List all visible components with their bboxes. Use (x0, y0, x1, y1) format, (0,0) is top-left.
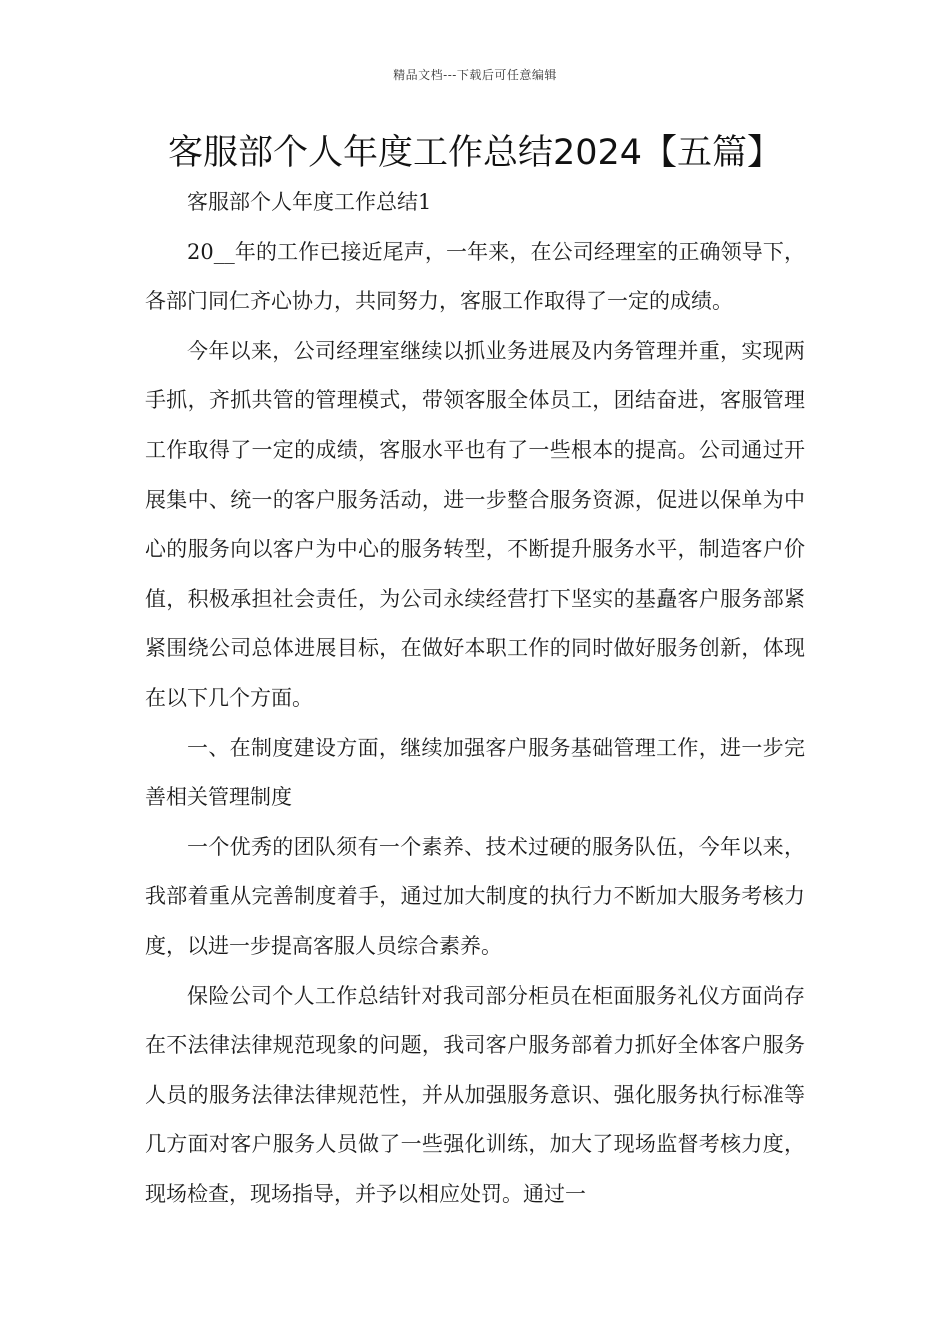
header-note: 精品文档---下载后可任意编辑 (393, 68, 557, 82)
document-body (145, 178, 805, 1219)
paragraph: 保险公司个人工作总结针对我司部分柜员在柜面服务礼仪方面尚存在不法律法律规范现象的问题，我司客户服务部着力抓好全体客户服务人员的服务法律法律规范性，并从加强服务意识、强化服务执行标准等几方面对客户服务人员做了一些强化训练，加大了现场监督考核力度，现场检查，现场指导，并予以相应处罚。通过一 (145, 983, 805, 1206)
paragraph: 今年以来，公司经理室继续以抓业务进展及内务管理并重，实现两手抓，齐抓共管的管理模式，带领客服全体员工，团结奋进，客服管理工作取得了一定的成绩，客服水平也有了一些根本的提高。公司通过开展集中、统一的客户服务活动，进一步整合服务资源，促进以保单为中心的服务向以客户为中心的服务转型，不断提升服务水平，制造客户价值，积极承担社会责任，为公司永续经营打下坚实的基矗客户服务部紧紧围绕公司总体进展目标，在做好本职工作的同时做好服务创新，体现在以下几个方面。 (145, 338, 805, 710)
paragraph: 一个优秀的团队须有一个素养、技术过硬的服务队伍，今年以来，我部着重从完善制度着手，通过加大制度的执行力不断加大服务考核力度，以进一步提高客服人员综合素养。 (145, 834, 805, 958)
section-heading: 客服部个人年度工作总结1 (187, 190, 432, 214)
paragraph: 一、在制度建设方面，继续加强客户服务基础管理工作，进一步完善相关管理制度 (145, 735, 805, 810)
document-title: 客服部个人年度工作总结2024【五篇】 (167, 133, 783, 173)
paragraph: 20__年的工作已接近尾声，一年来，在公司经理室的正确领导下，各部门同仁齐心协力，共同努力，客服工作取得了一定的成绩。 (145, 239, 805, 314)
